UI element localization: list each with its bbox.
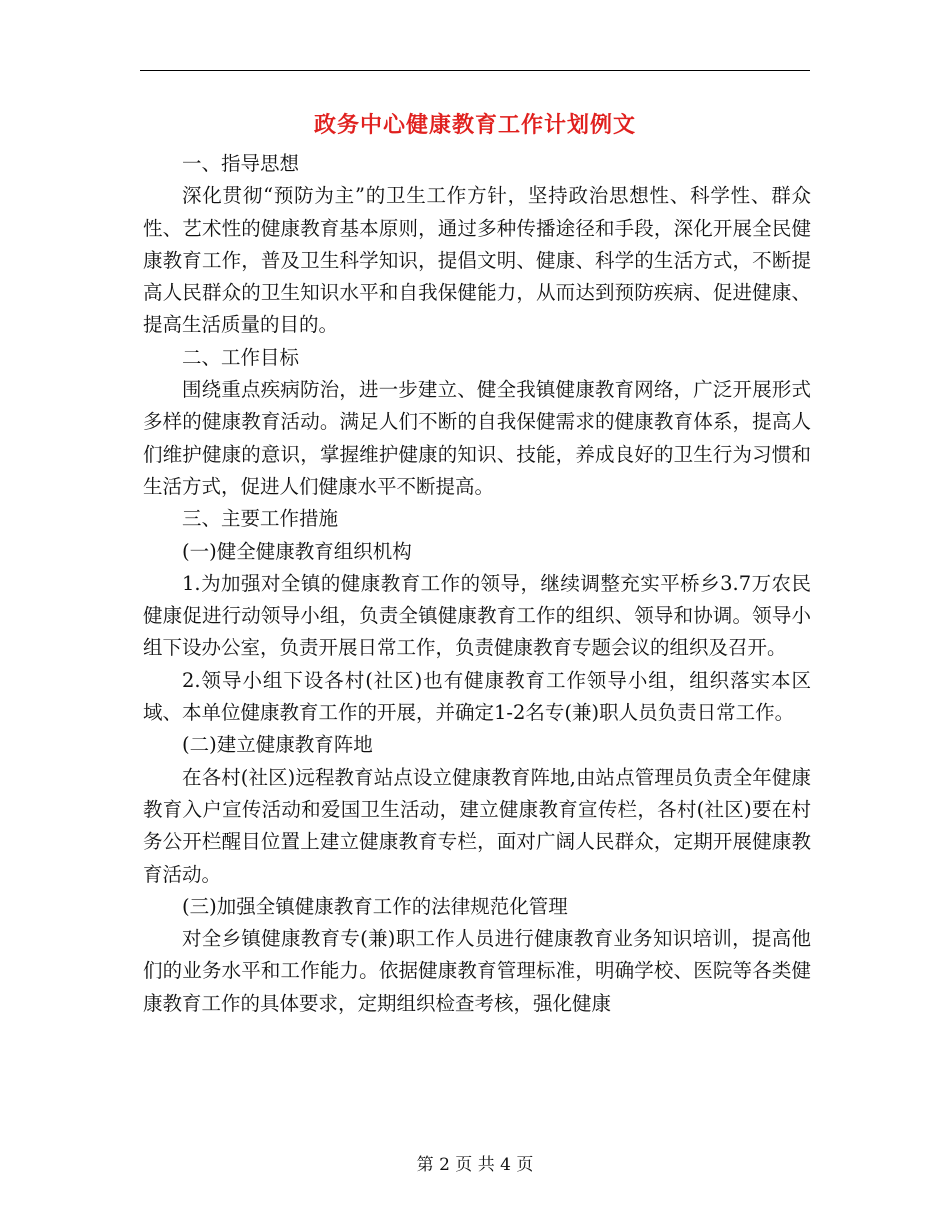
subheading-organization: (一)健全健康教育组织机构 bbox=[182, 539, 412, 563]
heading-guiding-ideology: 一、指导思想 bbox=[182, 152, 300, 175]
document-title: 政务中心健康教育工作计划例文 bbox=[313, 112, 636, 138]
header-rule bbox=[140, 70, 810, 71]
paragraph-item-2: 2.领导小组下设各村(社区)也有健康教育工作领导小组，组织落实本区域、本单位健康教育工作的开展，并确定1-2名专(兼)职人员负责日常工作。 bbox=[143, 668, 811, 725]
page-number: 第 2 页 共 4 页 bbox=[416, 1155, 534, 1175]
paragraph-work-goals: 围绕重点疾病防治，进一步建立、健全我镇健康教育网络，广泛开展形式多样的健康教育活动。满足人们不断的自我保健需求的健康教育体系，提高人们维护健康的意识，掌握维护健康的知识、技能，养成良好的卫生行为习惯和生活方式，促进人们健康水平不断提高。 bbox=[143, 378, 811, 498]
paragraph-guiding-ideology: 深化贯彻“预防为主”的卫生工作方针，坚持政治思想性、科学性、群众性、艺术性的健康教育基本原则，通过多种传播途径和手段，深化开展全民健康教育工作，普及卫生科学知识，提倡文明、健康、科学的生活方式，不断提高人民群众的卫生知识水平和自我保健能力，从而达到预防疾病、促进健康、提高生活质量的目的。 bbox=[143, 184, 811, 337]
heading-main-measures: 三、主要工作措施 bbox=[182, 507, 339, 531]
paragraph-item-1: 1.为加强对全镇的健康教育工作的领导，继续调整充实平桥乡3.7万农民健康促进行动领导小组，负责全镇健康教育工作的组织、领导和协调。领导小组下设办公室，负责开展日常工作，负责健康教育专题会议的组织及召开。 bbox=[143, 571, 811, 660]
paragraph-legal-management: 对全乡镇健康教育专(兼)职工作人员进行健康教育业务知识培训，提高他们的业务水平和工作能力。依据健康教育管理标准，明确学校、医院等各类健康教育工作的具体要求，定期组织检查考核，强化健康 bbox=[143, 927, 811, 1015]
paragraph-positions: 在各村(社区)远程教育站点设立健康教育阵地,由站点管理员负责全年健康教育入户宣传活动和爱国卫生活动，建立健康教育宣传栏，各村(社区)要在村务公开栏醒目位置上建立健康教育专栏，面对广阔人民群众，定期开展健康教育活动。 bbox=[143, 765, 811, 886]
subheading-positions: (二)建立健康教育阵地 bbox=[182, 733, 373, 757]
heading-work-goals: 二、工作目标 bbox=[182, 345, 300, 369]
subheading-legal-management: (三)加强全镇健康教育工作的法律规范化管理 bbox=[182, 894, 568, 918]
document-body bbox=[143, 148, 811, 1020]
